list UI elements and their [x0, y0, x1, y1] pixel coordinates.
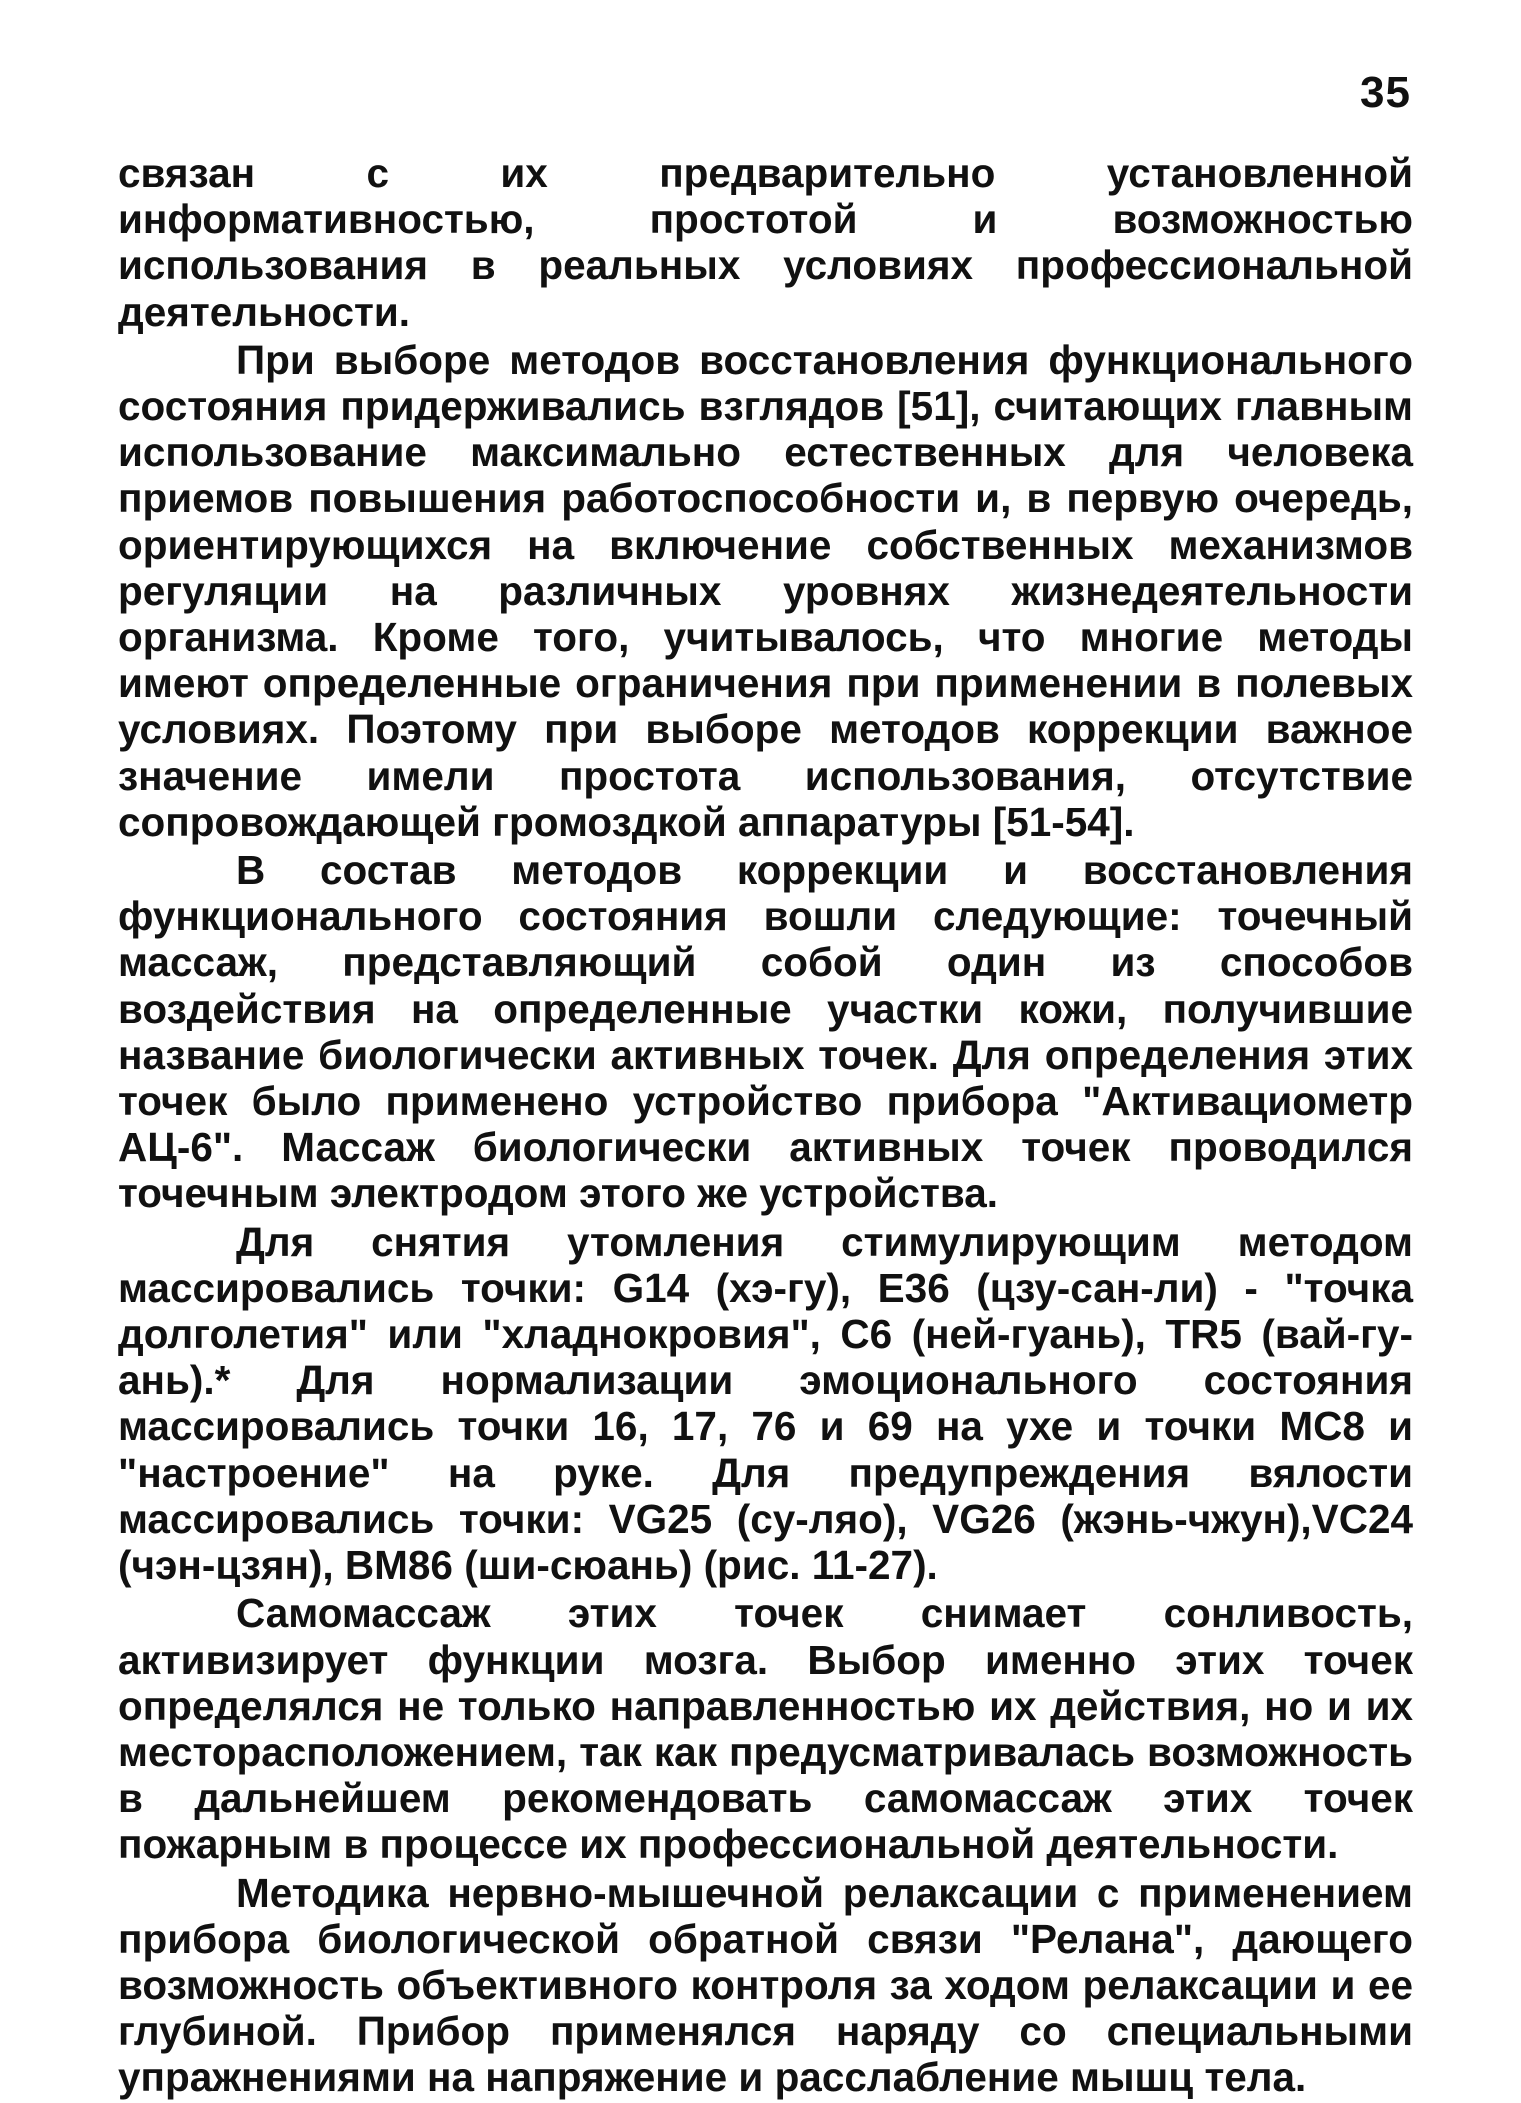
paragraph-4: Для снятия утомления стимулирующим методом массировались точки: G14 (хэ-гу), Е36 (цзу-сан-ли) - "точка долголетия" или "хладнокровия", С6 (ней-гуань), TR5 (вай-гу-ань).* Для нормализации эмоционального состояния массировались точки 16, 17, 76 и 69 на ухе и точки МС8 и "настроение" на руке. Для предупреждения вялости массировались точки: VG25 (су-ляо), VG26 (жэнь-чжун),VС24 (чэн-цзян), ВМ86 (ши-сюань) (рис. 11-27). [118, 1218, 1413, 1589]
paragraph-6: Методика нервно-мышечной релаксации с применением прибора биологической обратной связи "Релана", дающего возможность объективного контроля за ходом релаксации и ее глубиной. Прибор применялся наряду со специальными упражнениями на напряжение и расслабление мышц тела. [118, 1869, 1413, 2101]
page-number: 35 [1360, 68, 1411, 117]
paragraph-5: Самомассаж этих точек снимает сонливость, активизирует функции мозга. Выбор именно этих точек определялся не только направленностью их действия, но и их месторасположением, так как предусматривалась возможность в дальнейшем рекомендовать самомассаж этих точек пожарным в процессе их профессиональной деятельности. [118, 1590, 1413, 1868]
paragraph-1: связан с их предварительно установленной информативностью, простотой и возможностью использования в реальных условиях профессиональной деятельности. [118, 150, 1413, 335]
paragraph-2: При выборе методов восстановления функционального состояния придерживались взглядов [51], считающих главным использование максимально естественных для человека приемов повышения работоспособности и, в первую очередь, ориентирующихся на включение собственных механизмов регуляции на различных уровнях жизнедеятельности организма. Кроме того, учитывалось, что многие методы имеют определенные ограничения при применении в полевых условиях. Поэтому при выборе методов коррекции важное значение имели простота использования, отсутствие сопровождающей громоздкой аппаратуры [51-54]. [118, 336, 1413, 845]
body-text [118, 150, 1413, 2103]
paragraph-3: В состав методов коррекции и восстановления функционального состояния вошли следующие: точечный массаж, представляющий собой один из способов воздействия на определенные участки кожи, получившие название биологически активных точек. Для определения этих точек было применено устройство прибора "Активациометр АЦ-6". Массаж биологически активных точек проводился точечным электродом этого же устройства. [118, 847, 1413, 1217]
